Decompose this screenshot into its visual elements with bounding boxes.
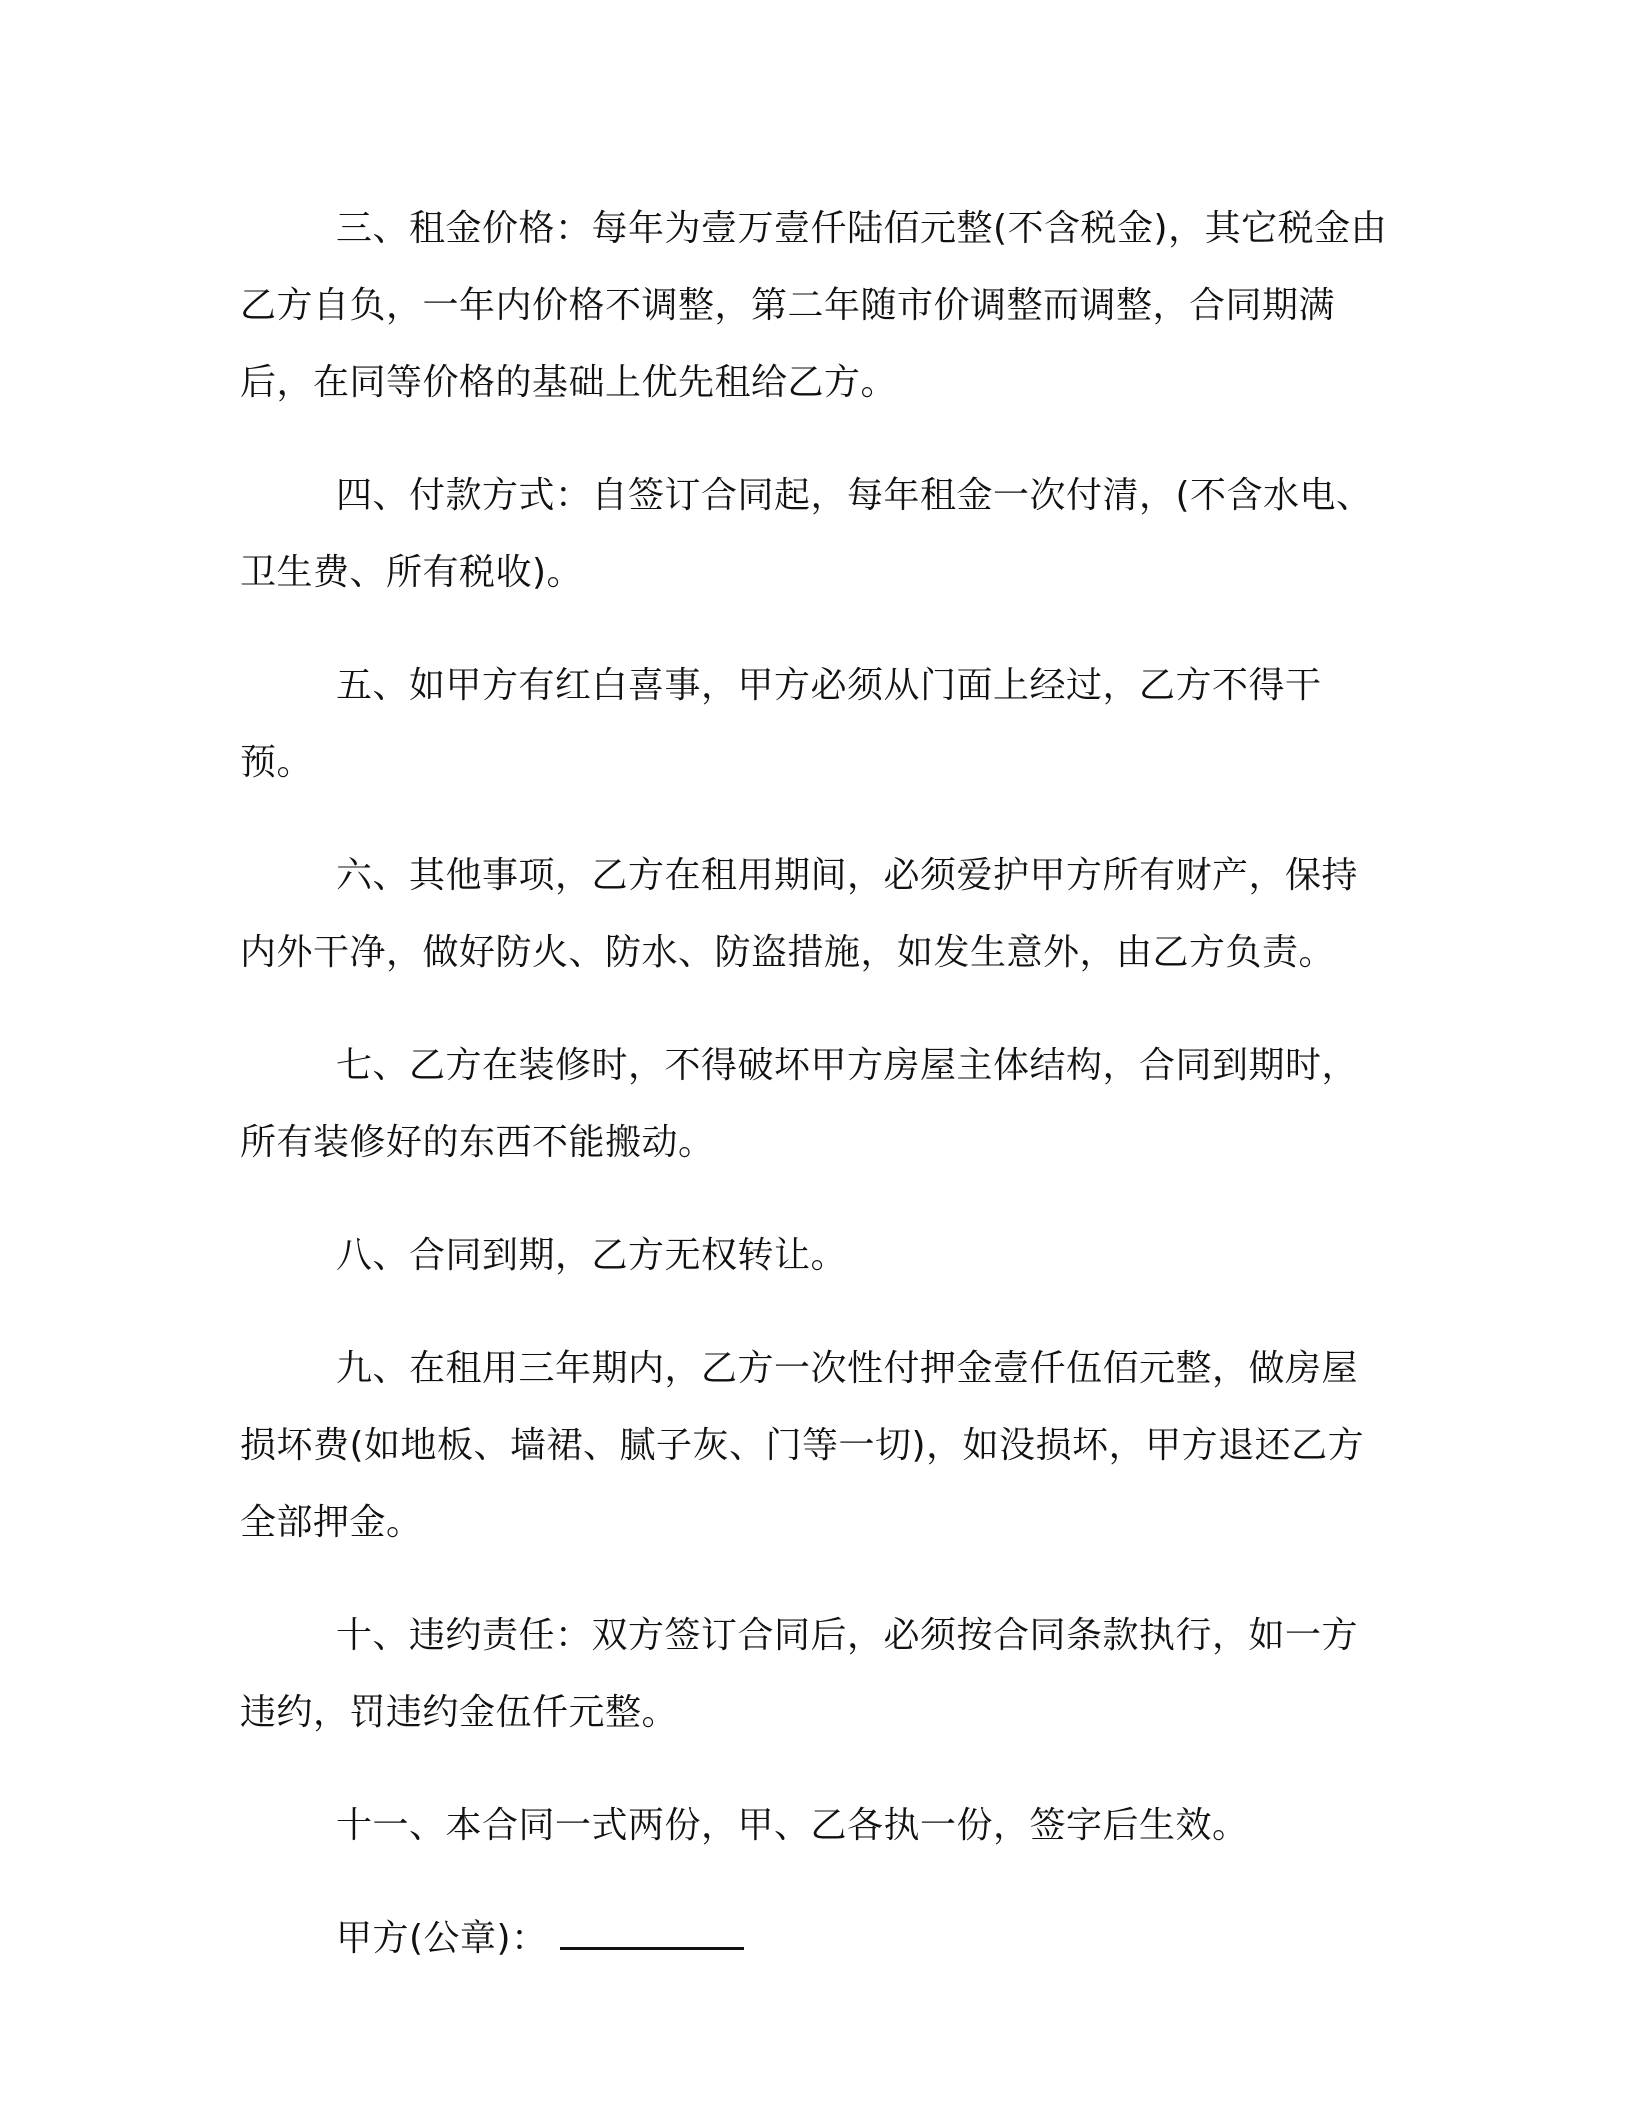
clause-6-other-matters: 六、其他事项，乙方在租用期间，必须爱护甲方所有财产，保持内外干净，做好防火、防水、防盗措施，如发生意外，由乙方负责。 xyxy=(240,855,1359,973)
clause-9-deposit: 九、在租用三年期内，乙方一次性付押金壹仟伍佰元整，做房屋损坏费(如地板、墙裙、腻子灰、门等一切)，如没损坏，甲方退还乙方全部押金。 xyxy=(240,1348,1365,1543)
clause-4-payment-method: 四、付款方式：自签订合同起，每年租金一次付清，(不含水电、卫生费、所有税收)。 xyxy=(240,475,1373,593)
clause-3-rent-price: 三、租金价格：每年为壹万壹仟陆佰元整(不含税金)，其它税金由乙方自负，一年内价格不调整，第二年随市价调整而调整，合同期满后，在同等价格的基础上优先租给乙方。 xyxy=(240,208,1388,403)
party-a-signature xyxy=(240,1900,1392,1977)
clause-10-breach: 十、违约责任：双方签订合同后，必须按合同条款执行，如一方违约，罚违约金伍仟元整。 xyxy=(240,1615,1359,1733)
signature-blank-line xyxy=(560,1907,744,1950)
clause-5-events: 五、如甲方有红白喜事，甲方必须从门面上经过，乙方不得干预。 xyxy=(240,665,1322,783)
party-a-label: 甲方(公章)： xyxy=(336,1918,548,1959)
clause-7-renovation: 七、乙方在装修时，不得破坏甲方房屋主体结构，合同到期时，所有装修好的东西不能搬动。 xyxy=(240,1045,1359,1163)
clause-8-transfer: 八、合同到期，乙方无权转让。 xyxy=(336,1235,848,1276)
contract-body xyxy=(240,190,1392,1977)
clause-11-copies: 十一、本合同一式两份，甲、乙各执一份，签字后生效。 xyxy=(336,1805,1249,1846)
